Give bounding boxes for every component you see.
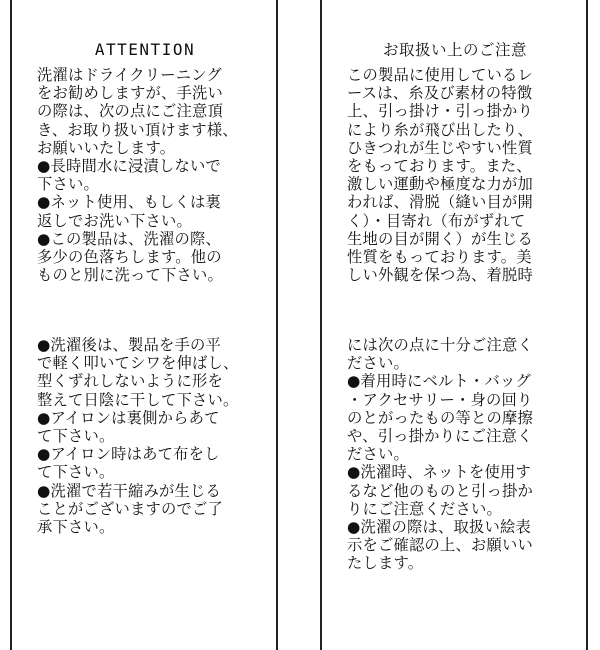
handling-notice-heading: お取扱い上のご注意 [382,41,527,59]
text-line: たします。 [347,554,424,573]
text-line: 激しい運動や極度な力が加 [347,175,533,194]
attention-text-bottom [12,336,278,536]
text-line: ●洗濯で若干縮みが生じる [37,481,222,500]
text-line: 返しでお洗い下さい。 [37,211,192,230]
text-line: ●アイロン時はあて布をし [37,445,220,464]
text-line: て下さい。 [37,426,115,445]
text-line: るなど他のものと引っ掛か [347,481,533,500]
text-line: で軽く叩いてシワを伸ばし、 [37,354,239,373]
text-line: ースは、糸及び素材の特徴 [347,84,533,103]
text-line: ●ネット使用、もしくは裏 [37,193,222,212]
attention-heading: ATTENTION [94,40,196,59]
attention-text-top [12,66,278,284]
text-line: ものと別に洗って下さい。 [37,266,223,285]
text-line: 性質をもっております。美 [347,247,532,266]
text-line: や、引っ掛かりにご注意く [347,426,533,445]
text-line: のとがったもの等との摩擦 [347,408,533,427]
handling-notice-text-bottom [322,336,588,572]
text-line: ●洗濯時、ネットを使用す [347,463,532,482]
text-line: りにご注意ください。 [347,499,502,518]
text-line: 多少の色落ちします。他の [37,247,222,266]
attention-label [12,0,278,650]
text-line: ださい。 [347,354,409,373]
text-line: の際は、次の点にご注意頂 [37,102,223,121]
text-line: ことがございますのでご了 [37,499,223,518]
text-line: 下さい。 [37,175,99,194]
text-line: ●洗濯の際は、取扱い絵表 [347,517,532,536]
text-line: しい外観を保つ為、着脱時 [347,266,533,285]
text-line: 示をご確認の上、お願いい [347,536,533,555]
text-line: 上、引っ掛け・引っ掛かり [347,102,533,121]
text-line: をもっております。また、 [347,156,532,175]
text-line: ●着用時にベルト・バッグ [347,372,532,391]
text-line: 洗濯はドライクリーニング [37,66,222,84]
text-line: て下さい。 [37,463,115,482]
text-line: く）・目寄れ（布がずれて [347,211,526,230]
text-line: 生地の目が開く）が生じる [347,229,533,248]
text-line: ●洗濯後は、製品を手の平 [37,336,222,354]
text-line: ●長時間水に浸漬しないで [37,156,222,175]
handling-notice-label [322,0,588,650]
handling-notice-text-top [322,66,588,284]
text-line: ださい。 [347,445,409,464]
text-line: により糸が飛び出したり、 [347,120,533,139]
text-line: 承下さい。 [37,517,115,536]
text-line: この製品に使用しているレ [347,66,533,84]
text-line: われば、滑脱（縫い目が開 [347,193,533,212]
text-line: ●この製品は、洗濯の際、 [37,229,222,248]
text-line: き、お取り扱い頂けます様、 [37,120,238,139]
text-line: お願いいたします。 [37,138,176,157]
text-line: 型くずれしないように形を [37,372,223,391]
text-line: 整えて日陰に干して下さい。 [37,390,239,409]
text-line: ・アクセサリー・身の回り [347,390,533,409]
text-line: には次の点に十分ご注意く [347,336,533,354]
text-line: をお勧めしますが、手洗い [37,84,223,103]
text-line: ●アイロンは裏側からあて [37,408,220,427]
text-line: ひきつれが生じやすい性質 [347,138,533,157]
